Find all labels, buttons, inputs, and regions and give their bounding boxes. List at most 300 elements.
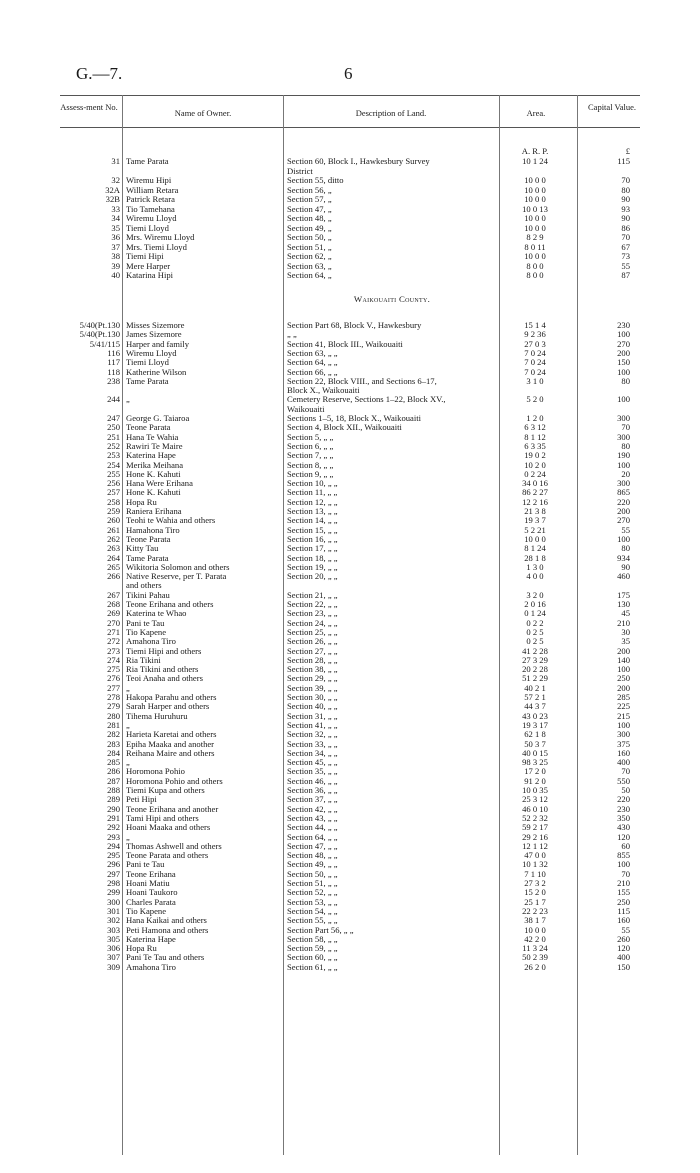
area-value: 1 2 0 bbox=[526, 413, 544, 423]
land-description: Section 44, „ „ bbox=[287, 822, 338, 833]
assessment-number: 284 bbox=[107, 747, 120, 758]
owner-name: Tihema Huruhuru bbox=[126, 710, 188, 721]
owner-name: Tiemi Kupa and others bbox=[126, 785, 205, 795]
assessment-number: 275 bbox=[107, 664, 120, 675]
assessment-number: 294 bbox=[107, 840, 120, 851]
capital-value: 150 bbox=[617, 357, 630, 368]
assessment-number: 270 bbox=[107, 617, 120, 628]
area-value: 19 3 7 bbox=[524, 515, 546, 526]
assessment-number: 257 bbox=[107, 487, 120, 498]
column-divider bbox=[122, 95, 123, 1155]
capital-value: 934 bbox=[617, 552, 630, 563]
land-description: Section 42, „ „ bbox=[287, 803, 338, 814]
land-description: Section 48, „ bbox=[287, 213, 332, 223]
owner-name: Harper and family bbox=[126, 338, 189, 349]
assessment-number: 259 bbox=[107, 506, 120, 516]
owner-name: „ bbox=[126, 757, 130, 768]
assessment-number: 285 bbox=[107, 757, 120, 768]
capital-value: 35 bbox=[621, 636, 630, 647]
land-description: Section 41, Block III., Waikouaiti bbox=[287, 338, 403, 349]
area-value: 21 3 8 bbox=[524, 506, 546, 516]
owner-name: Tame Parata bbox=[126, 552, 169, 563]
land-description: Section 26, „ „ bbox=[287, 636, 338, 647]
land-description: Section 57, „ bbox=[287, 194, 332, 204]
land-description: Section 55, „ „ bbox=[287, 915, 338, 926]
capital-value: 55 bbox=[621, 260, 630, 271]
area-value: 8 0 0 bbox=[526, 260, 544, 271]
owner-name: Ria Tikini bbox=[126, 654, 161, 665]
area-value: 3 1 0 bbox=[526, 375, 544, 386]
area-value: 19 3 17 bbox=[522, 719, 548, 730]
capital-value: 210 bbox=[617, 617, 630, 628]
assessment-number: 290 bbox=[107, 803, 120, 814]
capital-value: 100 bbox=[617, 664, 630, 675]
owner-name: Pani Te Tau and others bbox=[126, 952, 205, 963]
assessment-number: 268 bbox=[107, 599, 120, 609]
area-value: 8 2 9 bbox=[526, 232, 544, 242]
owner-name: Horomona Pohio bbox=[126, 766, 185, 777]
land-description: Section 19, „ „ bbox=[287, 561, 338, 572]
capital-value: 80 bbox=[621, 440, 630, 451]
owner-name: Tami Hipi and others bbox=[126, 812, 199, 823]
area-value: 25 3 12 bbox=[522, 794, 548, 805]
area-value: 8 1 24 bbox=[524, 543, 546, 554]
owner-name: Hoani Taukoro bbox=[126, 887, 178, 898]
assessment-number: 295 bbox=[107, 850, 120, 861]
owner-name: „ bbox=[126, 394, 130, 405]
capital-value: 190 bbox=[617, 450, 630, 461]
assessment-number: 39 bbox=[111, 260, 120, 271]
owner-name: Tio Kapene bbox=[126, 905, 167, 916]
page-number: 6 bbox=[344, 64, 353, 83]
assessment-number: 303 bbox=[107, 924, 120, 935]
area-value: 2 0 16 bbox=[524, 599, 546, 609]
assessment-number: 283 bbox=[107, 738, 120, 749]
capital-value: 175 bbox=[617, 589, 630, 600]
capital-value: 300 bbox=[617, 729, 630, 740]
area-value: 1 3 0 bbox=[526, 561, 544, 572]
assessment-number: 287 bbox=[107, 775, 120, 786]
capital-value: 270 bbox=[617, 338, 630, 349]
land-description: Section 34, „ „ bbox=[287, 747, 338, 758]
assessment-number: 247 bbox=[107, 413, 120, 423]
capital-value: 200 bbox=[617, 682, 630, 693]
land-description: Section 24, „ „ bbox=[287, 617, 338, 628]
area-value: 98 3 25 bbox=[522, 757, 548, 768]
land-description: Section 6, „ „ bbox=[287, 440, 334, 451]
owner-name: Hana Te Wahia bbox=[126, 431, 179, 442]
land-description: Section 20, „ „ bbox=[287, 571, 338, 582]
area-value: 22 2 23 bbox=[522, 905, 548, 916]
area-value: 6 3 35 bbox=[524, 440, 546, 451]
area-units: A. R. P. bbox=[521, 146, 549, 156]
area-value: 10 0 0 bbox=[524, 175, 546, 185]
area-value: 51 2 29 bbox=[522, 673, 548, 684]
owner-name: Patrick Retara bbox=[126, 194, 175, 204]
area-value: 9 2 36 bbox=[524, 329, 546, 340]
owner-name: Katerina Hape bbox=[126, 933, 176, 944]
area-value: 0 2 5 bbox=[526, 626, 544, 637]
owner-name: Hana Kaikai and others bbox=[126, 915, 207, 926]
land-description: District bbox=[287, 165, 313, 176]
capital-value: 160 bbox=[617, 915, 630, 926]
area-value: 86 2 27 bbox=[522, 487, 548, 498]
area-value: 50 3 7 bbox=[524, 738, 546, 749]
land-description: Section 64, „ bbox=[287, 270, 332, 280]
capital-value: 115 bbox=[617, 905, 630, 916]
land-description: Section 45, „ „ bbox=[287, 757, 338, 768]
area-value: 62 1 8 bbox=[524, 729, 546, 740]
land-description: Section 14, „ „ bbox=[287, 515, 338, 526]
capital-value: 200 bbox=[617, 347, 630, 358]
assessment-number: 264 bbox=[107, 552, 120, 563]
area-value: 10 0 0 bbox=[524, 533, 546, 544]
owner-name: Katerina te Whao bbox=[126, 608, 187, 619]
capital-value: 80 bbox=[621, 184, 630, 195]
land-description: Section 21, „ „ bbox=[287, 589, 338, 600]
capital-value: 20 bbox=[621, 468, 630, 479]
assessment-number: 37 bbox=[111, 241, 120, 252]
land-description: Section 49, „ „ bbox=[287, 859, 338, 870]
assessment-number: 306 bbox=[107, 943, 120, 954]
land-description: Section 25, „ „ bbox=[287, 626, 338, 637]
area-value: 50 2 39 bbox=[522, 952, 548, 963]
land-description: Section 9, „ „ bbox=[287, 468, 334, 479]
owner-name: Hopa Ru bbox=[126, 496, 157, 507]
owner-name: Hone K. Kahuti bbox=[126, 487, 181, 498]
land-description: Section 13, „ „ bbox=[287, 506, 338, 516]
owner-name: Peti Hipi bbox=[126, 794, 157, 805]
assessment-number: 309 bbox=[107, 961, 120, 972]
assessment-number: 32 bbox=[111, 175, 120, 185]
area-value: 19 0 2 bbox=[524, 450, 546, 461]
assessment-number: 298 bbox=[107, 878, 120, 888]
capital-value: 90 bbox=[621, 194, 630, 204]
land-description: Section 29, „ „ bbox=[287, 673, 338, 684]
capital-value: 60 bbox=[621, 840, 630, 851]
area-value: 11 3 24 bbox=[522, 943, 548, 954]
area-value: 40 2 1 bbox=[524, 682, 546, 693]
land-description: Section 39, „ „ bbox=[287, 682, 338, 693]
owner-name: Raniera Erihana bbox=[126, 506, 182, 516]
capital-value: 375 bbox=[617, 738, 630, 749]
owner-name: Charles Parata bbox=[126, 896, 176, 907]
area-value: 10 0 0 bbox=[524, 251, 546, 261]
assessment-number: 265 bbox=[107, 561, 120, 572]
column-header-description: Description of Land. bbox=[355, 108, 427, 118]
owner-name: Tiemi Lloyd bbox=[126, 357, 169, 368]
land-description: Section Part 68, Block V., Hawkesbury bbox=[287, 320, 422, 330]
assessment-number: 276 bbox=[107, 673, 120, 684]
owner-name: Reihana Maire and others bbox=[126, 747, 215, 758]
land-description: Section 23, „ „ bbox=[287, 608, 338, 619]
owner-name: Mrs. Wiremu Lloyd bbox=[126, 232, 195, 242]
area-value: 5 2 21 bbox=[524, 524, 546, 535]
land-description: Section 55, ditto bbox=[287, 175, 344, 185]
capital-value: 220 bbox=[617, 794, 630, 805]
capital-value: 550 bbox=[617, 775, 630, 786]
value-units: £ bbox=[625, 146, 630, 156]
land-description: Section 47, „ „ bbox=[287, 840, 338, 851]
capital-value: 430 bbox=[617, 822, 630, 833]
area-value: 12 2 16 bbox=[522, 496, 548, 507]
owner-name: Pani te Tau bbox=[126, 617, 165, 628]
assessment-number: 273 bbox=[107, 645, 120, 656]
assessment-number: 261 bbox=[107, 524, 120, 535]
capital-value: 120 bbox=[617, 943, 630, 954]
owner-name: Teone Parata and others bbox=[126, 850, 209, 861]
area-value: 4 0 0 bbox=[526, 571, 544, 582]
capital-value: 155 bbox=[617, 887, 630, 898]
land-description: Section 32, „ „ bbox=[287, 729, 338, 740]
land-description: Section 59, „ „ bbox=[287, 943, 338, 954]
land-description: Section 36, „ „ bbox=[287, 785, 338, 795]
assessment-number: 255 bbox=[107, 468, 120, 479]
assessment-number: 258 bbox=[107, 496, 120, 507]
assessment-number: 271 bbox=[107, 626, 120, 637]
land-description: Section 37, „ „ bbox=[287, 794, 338, 805]
capital-value: 100 bbox=[617, 366, 630, 377]
land-description: Section 51, „ „ bbox=[287, 878, 338, 888]
land-description: Section 18, „ „ bbox=[287, 552, 338, 563]
area-value: 7 0 24 bbox=[524, 366, 546, 377]
land-description: Section 22, „ „ bbox=[287, 599, 338, 609]
assessment-number: 289 bbox=[107, 794, 120, 805]
capital-value: 130 bbox=[617, 599, 630, 609]
land-description: Block X., Waikouaiti bbox=[287, 385, 360, 396]
land-description: Section 7, „ „ bbox=[287, 450, 334, 461]
land-description: Section 17, „ „ bbox=[287, 543, 338, 554]
assessment-number: 116 bbox=[107, 347, 120, 358]
assessment-number: 300 bbox=[107, 896, 120, 907]
land-description: Section 66, „ „ bbox=[287, 366, 338, 377]
capital-value: 70 bbox=[621, 766, 630, 777]
capital-value: 230 bbox=[617, 320, 630, 330]
assessment-number: 278 bbox=[107, 692, 120, 702]
land-description: Section 15, „ „ bbox=[287, 524, 338, 535]
column-header-area: Area. bbox=[526, 108, 546, 118]
area-value: 5 2 0 bbox=[526, 394, 544, 405]
owner-name: Peti Hamona and others bbox=[126, 924, 209, 935]
capital-value: 100 bbox=[617, 859, 630, 870]
assessment-number: 36 bbox=[111, 232, 120, 242]
assessment-number: 272 bbox=[107, 636, 120, 647]
owner-name: Native Reserve, per T. Parata bbox=[126, 571, 227, 582]
owner-name: Amahona Tiro bbox=[126, 961, 176, 972]
land-description: Section 52, „ „ bbox=[287, 887, 338, 898]
owner-name: Wiremu Hipi bbox=[126, 175, 172, 185]
capital-value: 55 bbox=[621, 924, 630, 935]
owner-name: Hone K. Kahuti bbox=[126, 468, 181, 479]
assessment-number: 286 bbox=[107, 766, 120, 777]
assessment-number: 266 bbox=[107, 571, 120, 582]
capital-value: 90 bbox=[621, 561, 630, 572]
land-description: Cemetery Reserve, Sections 1–22, Block XV., bbox=[287, 394, 446, 405]
capital-value: 215 bbox=[617, 710, 630, 721]
capital-value: 865 bbox=[617, 487, 630, 498]
owner-name: Rawiri Te Maire bbox=[126, 440, 183, 451]
land-description: Section 10, „ „ bbox=[287, 478, 338, 489]
capital-value: 250 bbox=[617, 673, 630, 684]
land-description: Section 62, „ bbox=[287, 251, 332, 261]
land-description: Section 56, „ bbox=[287, 184, 332, 195]
area-value: 7 0 24 bbox=[524, 357, 546, 368]
owner-name: Merika Meihana bbox=[126, 459, 184, 470]
assessment-number: 260 bbox=[107, 515, 120, 526]
assessment-number: 250 bbox=[107, 422, 120, 433]
assessment-number: 277 bbox=[107, 682, 120, 693]
capital-value: 70 bbox=[621, 422, 630, 433]
owner-name: Hoani Matiu bbox=[126, 878, 170, 888]
land-description: Waikouaiti bbox=[287, 403, 325, 414]
owner-name: Wiremu Lloyd bbox=[126, 213, 177, 223]
land-description: Section 49, „ bbox=[287, 222, 332, 233]
assessment-number: 263 bbox=[107, 543, 120, 554]
land-description: Section 51, „ bbox=[287, 241, 332, 252]
area-value: 43 0 23 bbox=[522, 710, 548, 721]
area-value: 52 2 32 bbox=[522, 812, 548, 823]
capital-value: 100 bbox=[617, 719, 630, 730]
land-description: Section 53, „ „ bbox=[287, 896, 338, 907]
owner-name: „ bbox=[126, 831, 130, 842]
area-value: 47 0 0 bbox=[524, 850, 546, 861]
owner-name: Teone Erihana and another bbox=[126, 803, 219, 814]
owner-name: Hopa Ru bbox=[126, 943, 157, 954]
capital-value: 100 bbox=[617, 459, 630, 470]
assessment-number: 5/40(Pt.130 bbox=[79, 320, 120, 330]
assessment-number: 40 bbox=[111, 270, 120, 280]
capital-value: 100 bbox=[617, 394, 630, 405]
capital-value: 300 bbox=[617, 431, 630, 442]
assessment-number: 274 bbox=[107, 654, 120, 665]
column-header-value: Capital Value. bbox=[588, 102, 636, 112]
area-value: 57 2 1 bbox=[524, 692, 546, 702]
assessment-number: 35 bbox=[111, 222, 120, 233]
owner-name: Tame Parata bbox=[126, 375, 169, 386]
assessment-number: 118 bbox=[107, 366, 120, 377]
land-description: Section 60, Block I., Hawkesbury Survey bbox=[287, 156, 430, 166]
assessment-number: 299 bbox=[107, 887, 120, 898]
area-value: 0 2 2 bbox=[526, 617, 544, 628]
owner-name: Mere Harper bbox=[126, 260, 171, 271]
assessment-number: 117 bbox=[107, 357, 120, 368]
area-value: 10 0 0 bbox=[524, 222, 546, 233]
owner-name: Katerina Hape bbox=[126, 450, 176, 461]
area-value: 46 0 10 bbox=[522, 803, 548, 814]
county-heading: Waikouaiti County. bbox=[353, 294, 431, 304]
owner-name: James Sizemore bbox=[126, 329, 182, 340]
owner-name: Hana Were Erihana bbox=[126, 478, 193, 489]
owner-name: Katherine Wilson bbox=[126, 366, 187, 377]
land-description: Section 33, „ „ bbox=[287, 738, 338, 749]
area-value: 6 3 12 bbox=[524, 422, 546, 433]
owner-name: Hoani Maaka and others bbox=[126, 822, 211, 833]
capital-value: 50 bbox=[621, 785, 630, 795]
capital-value: 55 bbox=[621, 524, 630, 535]
area-value: 10 0 35 bbox=[522, 785, 548, 795]
area-value: 34 0 16 bbox=[522, 478, 548, 489]
assessment-number: 281 bbox=[107, 719, 120, 730]
capital-value: 200 bbox=[617, 506, 630, 516]
assessment-number: 38 bbox=[111, 251, 120, 261]
owner-name: Epiha Maaka and another bbox=[126, 738, 215, 749]
land-description: Section 60, „ „ bbox=[287, 952, 338, 963]
land-description: Section 5, „ „ bbox=[287, 431, 334, 442]
area-value: 27 3 2 bbox=[524, 878, 546, 888]
capital-value: 120 bbox=[617, 831, 630, 842]
owner-name: „ bbox=[126, 682, 130, 693]
owner-name: Hamahona Tiro bbox=[126, 524, 180, 535]
assessment-number: 5/41/115 bbox=[89, 338, 120, 349]
owner-name: Horomona Pohio and others bbox=[126, 775, 223, 786]
land-description: Section 50, „ bbox=[287, 232, 332, 242]
owner-name: Teone Erihana bbox=[126, 868, 176, 879]
area-value: 25 1 7 bbox=[524, 896, 546, 907]
area-value: 91 2 0 bbox=[524, 775, 546, 786]
assessment-number: 267 bbox=[107, 589, 120, 600]
area-value: 0 1 24 bbox=[524, 608, 546, 619]
table-top-rule bbox=[60, 95, 640, 96]
owner-name: Sarah Harper and others bbox=[126, 701, 210, 712]
area-value: 26 2 0 bbox=[524, 961, 546, 972]
assessment-number: 238 bbox=[107, 375, 120, 386]
land-description: Section 58, „ „ bbox=[287, 933, 338, 944]
assessment-number: 253 bbox=[107, 450, 120, 461]
land-description: Section 63, „ bbox=[287, 260, 332, 271]
owner-name: Teone Erihana and others bbox=[126, 599, 214, 609]
land-description: Section 35, „ „ bbox=[287, 766, 338, 777]
assessment-number: 256 bbox=[107, 478, 120, 489]
land-description: Section 64, „ „ bbox=[287, 831, 338, 842]
owner-name: Pani te Tau bbox=[126, 859, 165, 870]
land-description: Section Part 56, „ „ bbox=[287, 924, 354, 935]
assessment-number: 305 bbox=[107, 933, 120, 944]
capital-value: 73 bbox=[621, 251, 630, 261]
area-value: 59 2 17 bbox=[522, 822, 548, 833]
land-description: Section 54, „ „ bbox=[287, 905, 338, 916]
area-value: 10 0 0 bbox=[524, 194, 546, 204]
owner-name: Kitty Tau bbox=[126, 543, 159, 554]
land-description: Section 28, „ „ bbox=[287, 654, 338, 665]
owner-name: Harieta Karetai and others bbox=[126, 729, 217, 740]
owner-name: Tio Kapene bbox=[126, 626, 167, 637]
area-value: 7 0 24 bbox=[524, 347, 546, 358]
assessment-number: 292 bbox=[107, 822, 120, 833]
assessment-number: 269 bbox=[107, 608, 120, 619]
capital-value: 100 bbox=[617, 533, 630, 544]
area-value: 15 1 4 bbox=[524, 320, 546, 330]
capital-value: 220 bbox=[617, 496, 630, 507]
capital-value: 80 bbox=[621, 375, 630, 386]
capital-value: 115 bbox=[617, 156, 630, 166]
land-description: Sections 1–5, 18, Block X., Waikouaiti bbox=[287, 413, 422, 423]
owner-name: Teohi te Wahia and others bbox=[126, 515, 216, 526]
land-description: „ „ bbox=[287, 329, 297, 340]
land-description: Section 30, „ „ bbox=[287, 692, 338, 702]
capital-value: 460 bbox=[617, 571, 630, 582]
owner-name: Teone Parata bbox=[126, 533, 171, 544]
land-description: Section 11, „ „ bbox=[287, 487, 338, 498]
owner-name: Katarina Hipi bbox=[126, 270, 174, 280]
area-value: 10 2 0 bbox=[524, 459, 546, 470]
assessment-number: 279 bbox=[107, 701, 120, 712]
assessment-number: 307 bbox=[107, 952, 120, 963]
owner-name: Mrs. Tiemi Lloyd bbox=[126, 241, 187, 252]
area-value: 20 2 28 bbox=[522, 664, 548, 675]
assessment-number: 252 bbox=[107, 440, 120, 451]
land-description: Section 64, „ „ bbox=[287, 357, 338, 368]
area-value: 10 0 0 bbox=[524, 924, 546, 935]
